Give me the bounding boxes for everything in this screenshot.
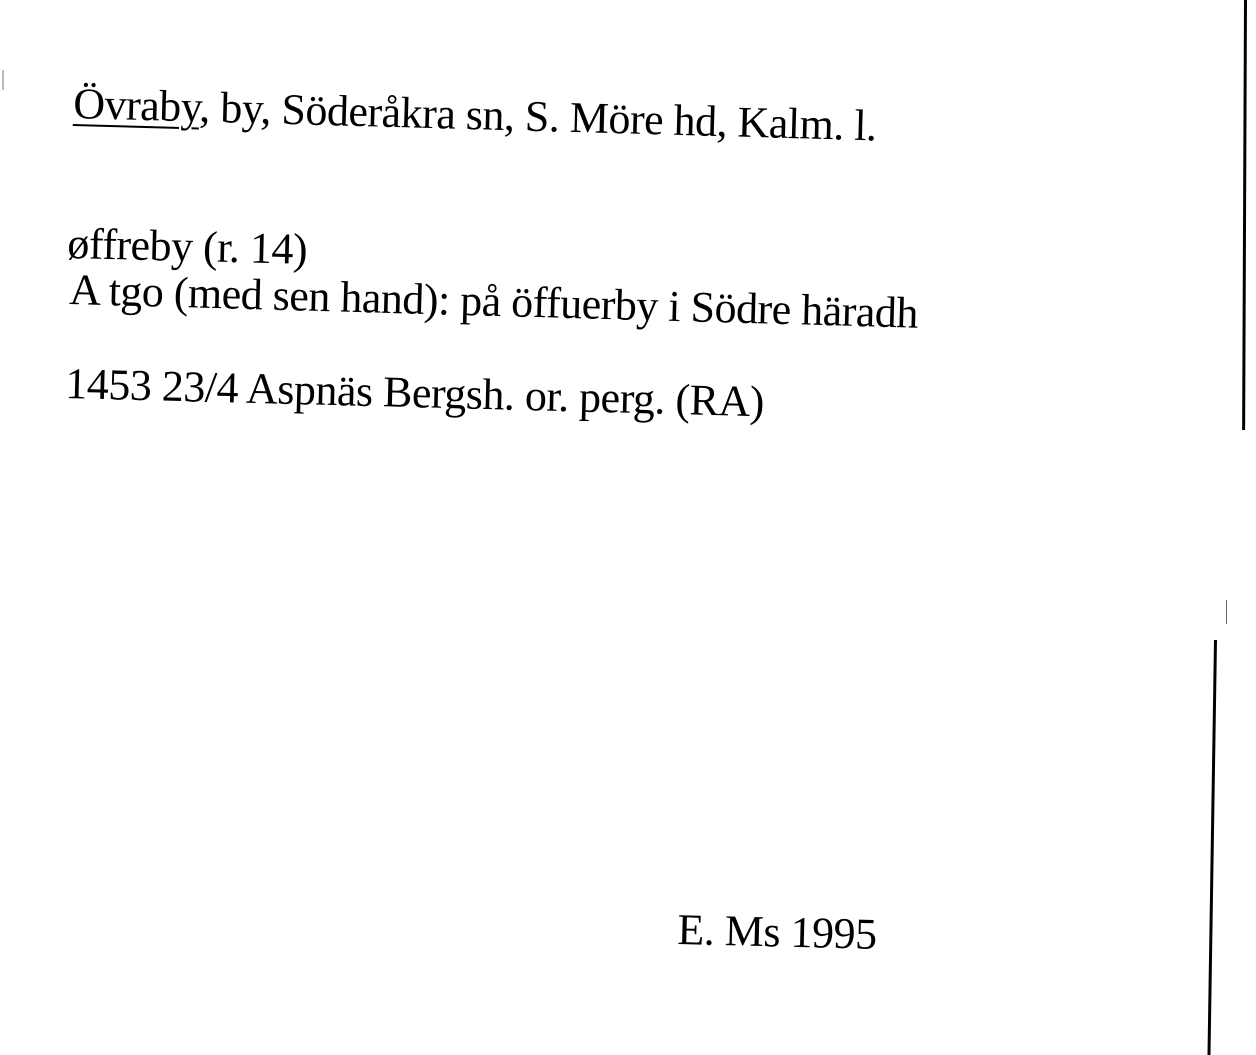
source-note: A tgo (med sen hand): på öffuerby i Södre häradh (68, 265, 919, 338)
heading-details: , by, Söderåkra sn, S. Möre hd, Kalm. l. (198, 82, 878, 151)
card-edge-line-top (1242, 0, 1247, 430)
source-citation: 1453 23/4 Aspnäs Bergsh. or. perg. (RA) (64, 359, 765, 427)
heading-line (72, 79, 878, 151)
headword: Övraby (72, 79, 201, 132)
historical-form: øffreby (r. 14) (66, 219, 308, 274)
card-edge-mark (1226, 600, 1227, 624)
scan-margin-mark (2, 70, 4, 90)
card-edge-line-bottom (1207, 640, 1217, 1055)
signature: E. Ms 1995 (676, 905, 878, 959)
